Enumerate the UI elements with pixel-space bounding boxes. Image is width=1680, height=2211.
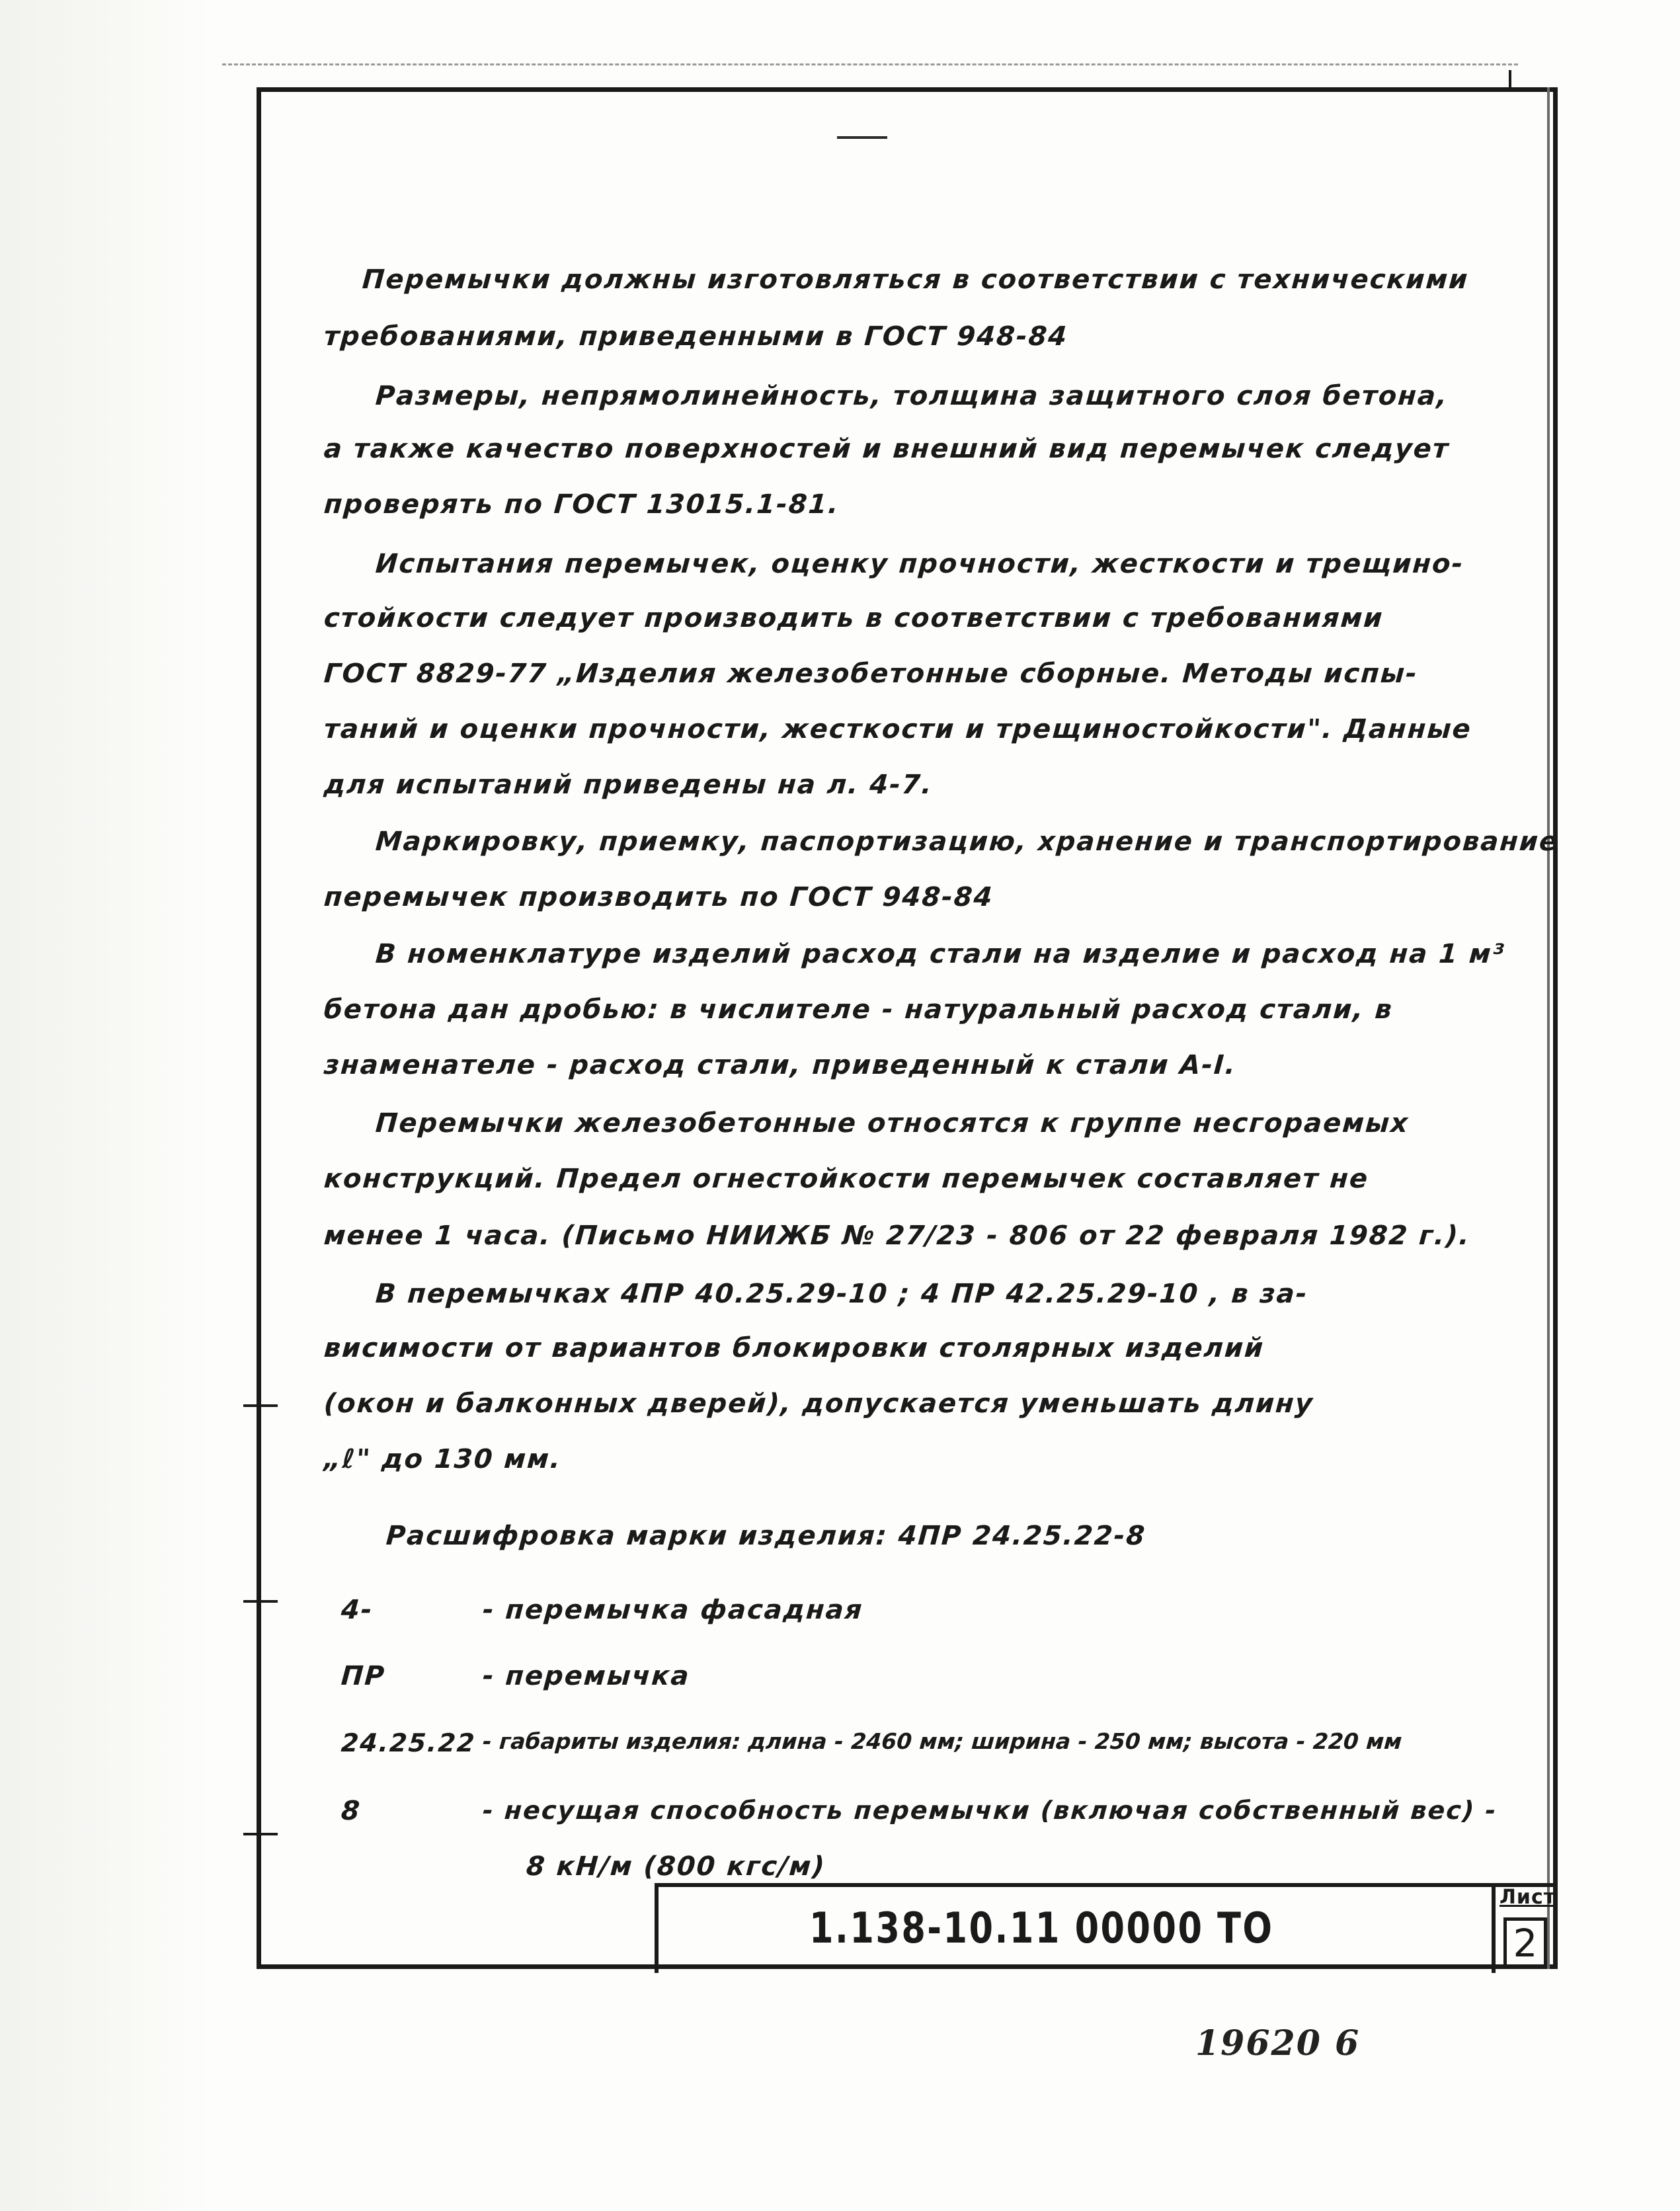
body-line: „ℓ" до 130 мм. [323, 1444, 563, 1474]
decoding-desc: - габариты изделия: длина - 2460 мм; ширина - 250 мм; высота - 220 мм [481, 1728, 1403, 1754]
body-line: В номенклатуре изделий расход стали на изделие и расход на 1 м³ [374, 939, 1506, 969]
decoding-desc: - перемычка фасадная [481, 1595, 865, 1625]
title-block-separator [1492, 1883, 1496, 1973]
decoding-desc: - несущая способность перемычки (включая собственный вес) - [481, 1796, 1498, 1825]
body-line: требованиями, приведенными в ГОСТ 948-84 [323, 321, 1069, 352]
header-dash [837, 136, 887, 139]
body-line: таний и оценки прочности, жесткости и трещиностойкости". Данные [323, 714, 1473, 744]
body-line: висимости от вариантов блокировки столярных изделий [323, 1333, 1265, 1363]
margin-tick [243, 1404, 278, 1407]
body-line: перемычек производить по ГОСТ 948-84 [323, 882, 995, 912]
margin-tick [243, 1833, 278, 1835]
body-line: знаменателе - расход стали, приведенный к стали А-I. [323, 1050, 1238, 1080]
sheet-number: 2 [1503, 1917, 1547, 1968]
body-line: проверять по ГОСТ 13015.1-81. [323, 489, 841, 520]
margin-tick [243, 1600, 278, 1603]
decoding-title: Расшифровка марки изделия: 4ПР 24.25.22-8 [385, 1521, 1147, 1551]
document-code: 1.138-10.11 00000 ТО [809, 1904, 1274, 1953]
body-line: для испытаний приведены на л. 4-7. [323, 770, 934, 800]
decoding-desc: 8 кН/м (800 кгс/м) [525, 1851, 827, 1882]
body-line: бетона дан дробью: в числителе - натуральный расход стали, в [323, 994, 1394, 1025]
decoding-code: 24.25.22 [340, 1728, 477, 1757]
top-cut-line [222, 63, 1518, 65]
frame-right-double-line [1547, 87, 1550, 1969]
body-line: а также качество поверхностей и внешний вид перемычек следует [323, 434, 1451, 464]
decoding-code: 8 [340, 1796, 362, 1826]
body-line: конструкций. Предел огнестойкости перемычек составляет не [323, 1164, 1370, 1194]
decoding-desc: - перемычка [481, 1661, 692, 1691]
body-line: Перемычки железобетонные относятся к группе несгораемых [374, 1108, 1410, 1139]
decoding-code: 4- [340, 1595, 375, 1625]
decoding-code: ПР [340, 1661, 387, 1691]
drawing-frame [257, 87, 1558, 1969]
body-line: ГОСТ 8829-77 „Изделия железобетонные сборные. Методы испы- [323, 659, 1420, 689]
body-line: Маркировку, приемку, паспортизацию, хранение и транспортирование [374, 826, 1560, 857]
scan-edge-shading [0, 0, 212, 2211]
body-line: стойкости следует производить в соответствии с требованиями [323, 603, 1385, 633]
sheet-label: Лист [1500, 1886, 1556, 1909]
body-line: В перемычках 4ПР 40.25.29-10 ; 4 ПР 42.25.29-10 , в за- [374, 1279, 1310, 1309]
body-line: менее 1 часа. (Письмо НИИЖБ № 27/23 - 806 от 22 февраля 1982 г.). [323, 1221, 1472, 1251]
body-line: (окон и балконных дверей), допускается уменьшать длину [323, 1388, 1315, 1419]
handwritten-number: 19620 6 [1195, 2023, 1361, 2064]
body-line: Размеры, непрямолинейность, толщина защитного слоя бетона, [374, 381, 1449, 411]
body-line: Перемычки должны изготовляться в соответствии с техническими [361, 264, 1470, 295]
body-line: Испытания перемычек, оценку прочности, жесткости и трещино- [374, 549, 1465, 579]
